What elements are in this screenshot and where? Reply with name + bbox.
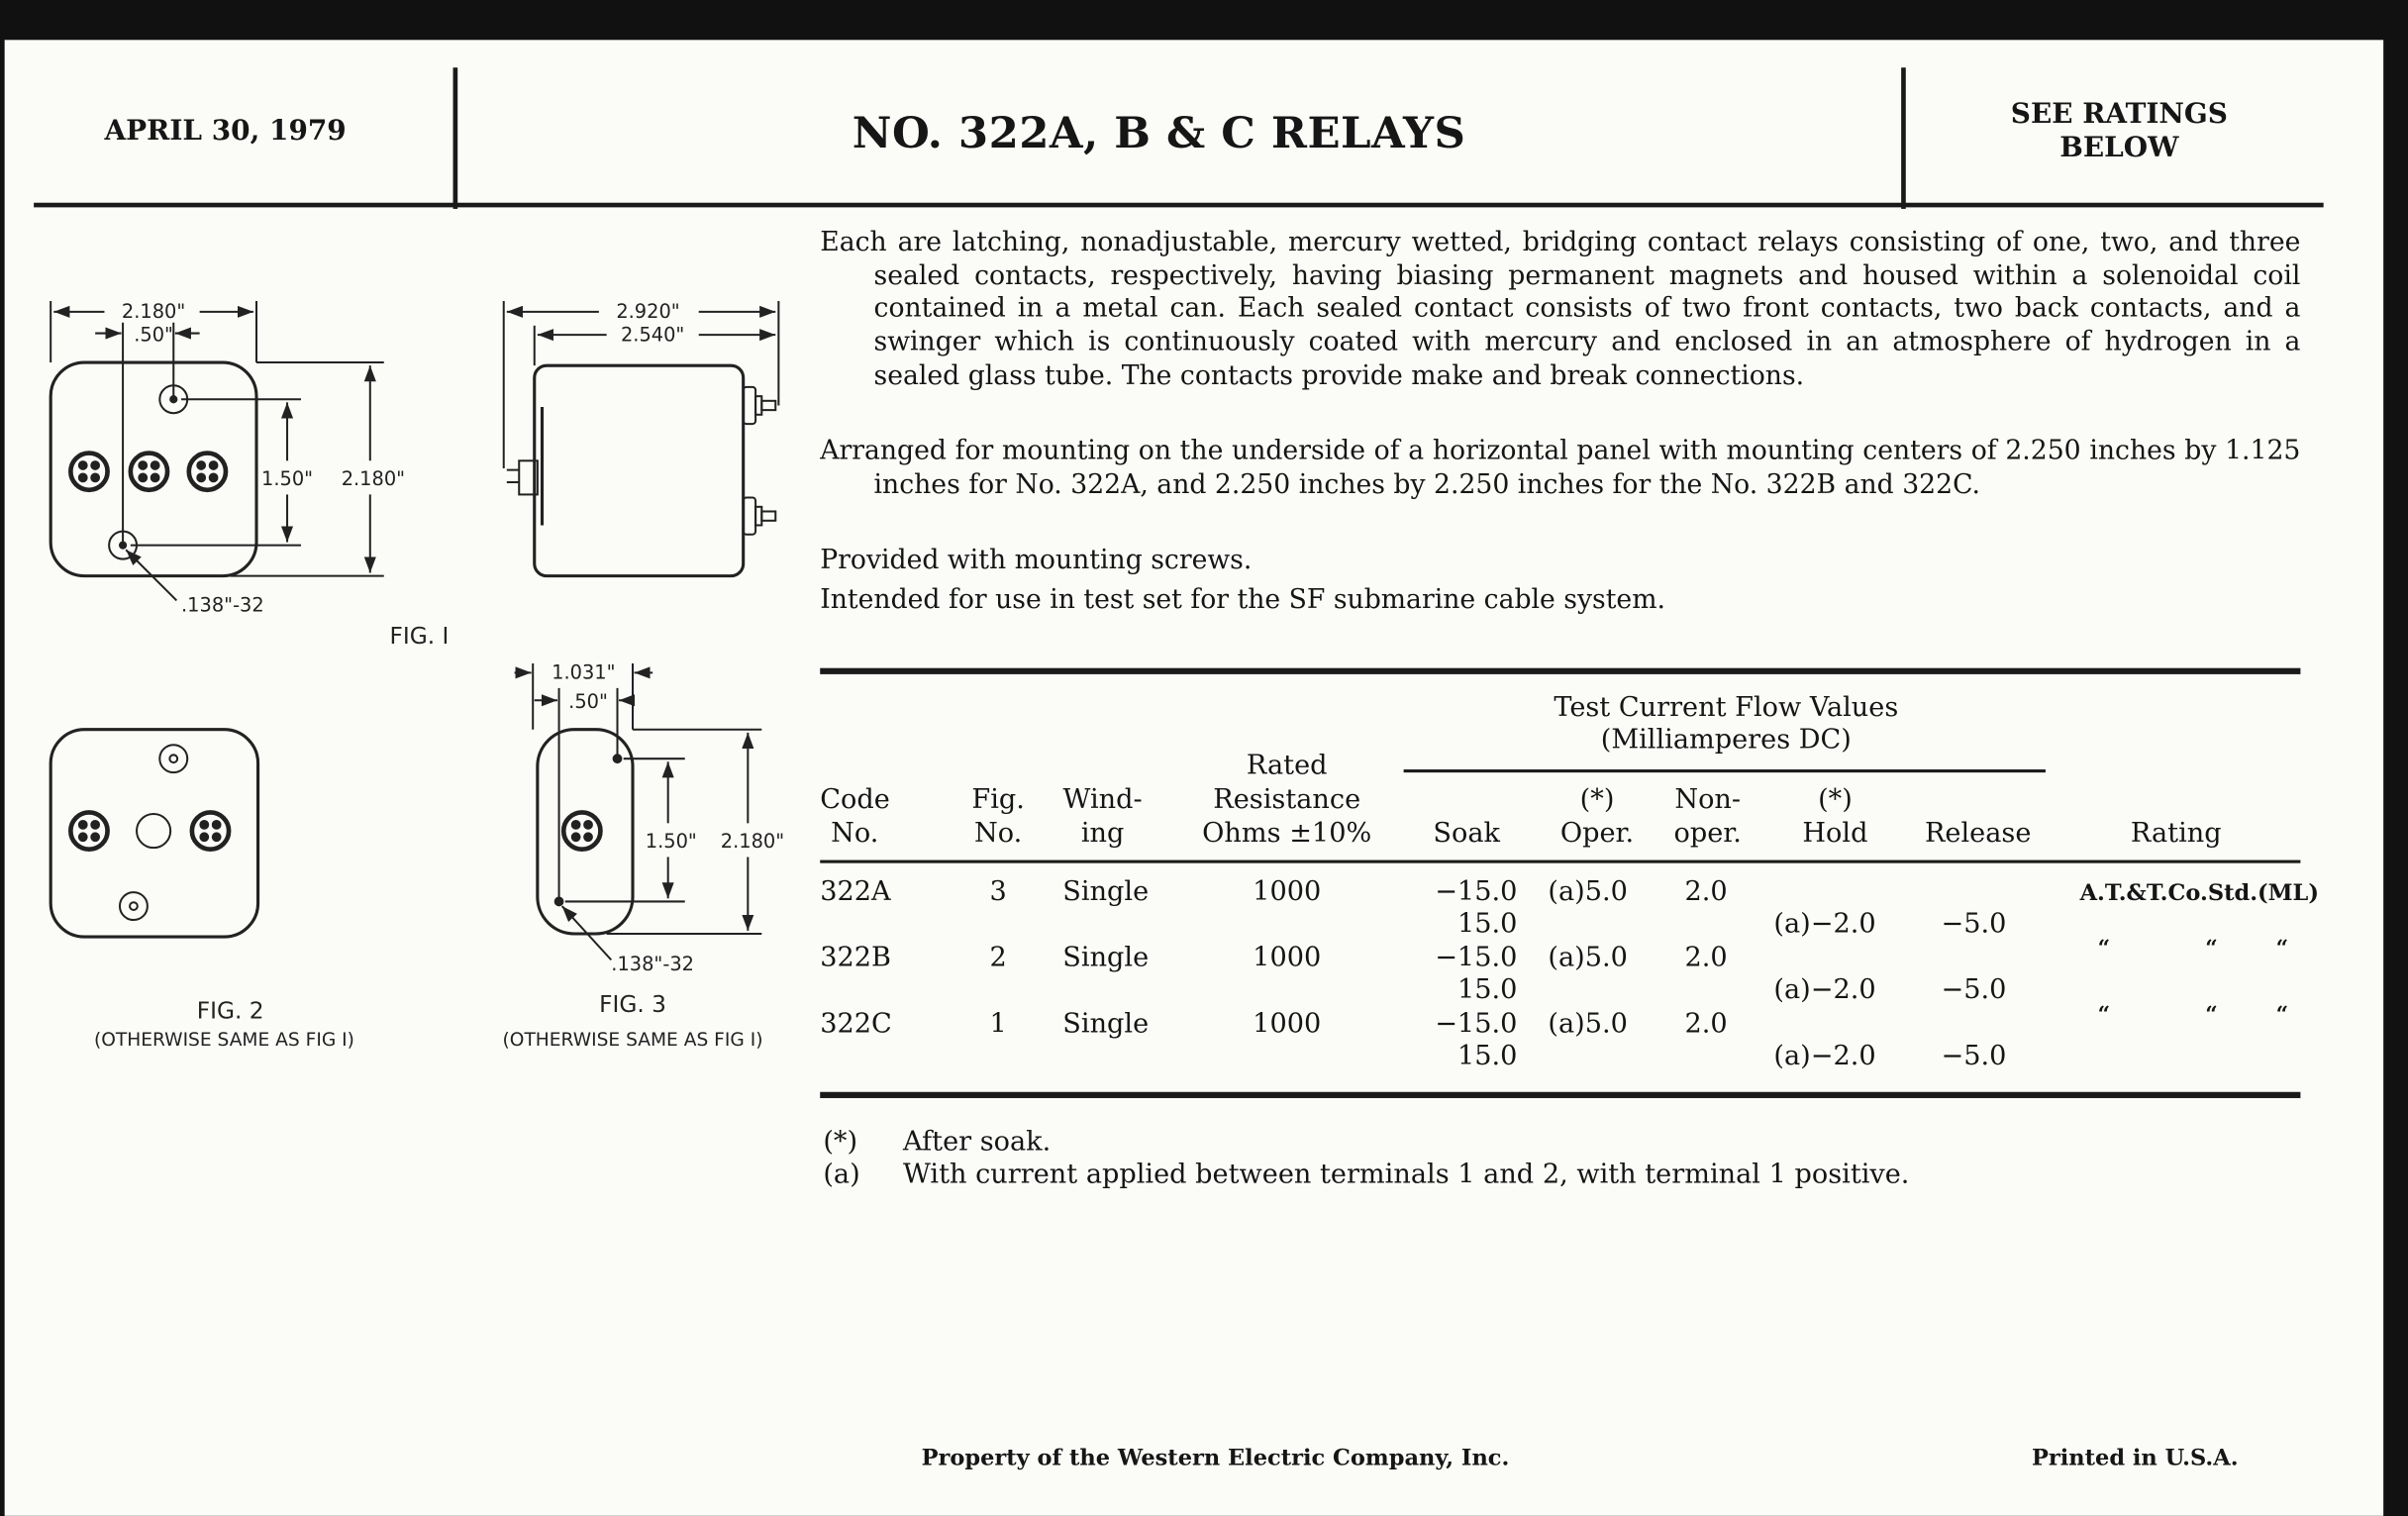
cell-hold: (a)−2.0	[1773, 909, 1876, 941]
fig1-hole-spacing-label: 1.50"	[261, 467, 314, 491]
header-oper: Oper.	[1559, 818, 1635, 850]
fig1-can-length-label: 2.540"	[620, 323, 685, 347]
header-release: Release	[1924, 818, 2032, 850]
description-paragraph-3: Provided with mounting screws.	[820, 545, 1253, 576]
fig1-screw-label: .138"-32	[181, 593, 264, 617]
cell-rating-ditto: “	[2097, 1002, 2111, 1028]
cell-soak-1: −15.0	[1435, 1009, 1518, 1041]
footnote-mark: (a)	[823, 1160, 860, 1191]
fig3-front-view	[515, 660, 762, 960]
table-top-rule	[820, 668, 2300, 674]
header-code-no: No.	[831, 818, 879, 850]
see-ratings-line2: BELOW	[2059, 132, 2179, 164]
header-rating: Rating	[2130, 818, 2222, 850]
see-ratings-note	[1951, 98, 2288, 165]
contact-icon	[189, 454, 226, 490]
fig1-height-label: 2.180"	[341, 467, 406, 491]
cell-nonoper: 2.0	[1684, 876, 1728, 908]
header-nonoper-2: oper.	[1673, 818, 1742, 850]
cell-nonoper: 2.0	[1684, 943, 1728, 974]
footer-printed: Printed in U.S.A.	[2031, 1445, 2239, 1471]
cell-soak-2: 15.0	[1456, 974, 1518, 1006]
fig1-width-label: 2.180"	[121, 300, 186, 324]
cell-fig: 3	[989, 876, 1007, 908]
header-code: Code	[820, 784, 890, 816]
contact-icon	[563, 812, 600, 849]
cell-rating-ditto: “	[2275, 1002, 2289, 1028]
fig3-note: (OTHERWISE SAME AS FIG I)	[502, 1030, 763, 1052]
cell-resistance: 1000	[1253, 943, 1322, 974]
cell-winding: Single	[1062, 1009, 1150, 1041]
cell-release: −5.0	[1941, 909, 2007, 941]
header-rule	[820, 860, 2300, 862]
contact-icon	[70, 454, 107, 490]
fig3-caption: FIG. 3	[599, 991, 666, 1019]
relay-drawings	[0, 0, 814, 1075]
cell-rating-ditto: “	[2097, 937, 2111, 961]
description-paragraph-1: Each are latching, nonadjustable, mercury wetted, bridging contact relays consisting of one, two, and three sealed contacts, respectively, having biasing permanent magnets and housed within a solenoidal coil contained in a metal can. Each sealed contact consists of two front contacts, two back contacts, and a swinger which is continuously coated with mercury and enclosed in an atmosphere of hydrogen in a sealed glass tube. The contacts provide make and break connections.	[820, 227, 2301, 392]
description-paragraph-2: Arranged for mounting on the underside of a horizontal panel with mounting centers of 2.250 inches by 1.125 inches for No. 322A, and 2.250 inches by 2.250 inches for the No. 322B and 322C.	[820, 436, 2301, 501]
cell-code: 322C	[820, 1009, 892, 1041]
fig1-front-view	[50, 301, 384, 600]
header-nonoper: Non-	[1674, 784, 1742, 816]
contact-icon	[131, 454, 167, 490]
cell-winding: Single	[1062, 943, 1150, 974]
cell-oper: (a)5.0	[1548, 1009, 1628, 1041]
header-divider-right	[1901, 67, 1906, 209]
fig3-screw-label: .138"-32	[611, 953, 695, 976]
footer-property: Property of the Western Electric Company, Inc.	[921, 1445, 1510, 1471]
header-winding: Wind-	[1062, 784, 1143, 816]
cell-rating-ditto: “	[2205, 937, 2218, 961]
group-header-rule	[1404, 769, 2046, 771]
cell-nonoper: 2.0	[1684, 1009, 1728, 1041]
fig3-width-label: 1.031"	[552, 660, 616, 684]
fig3-hole-spacing-label: 1.50"	[645, 830, 697, 854]
cell-fig: 1	[989, 1009, 1007, 1041]
cell-hold: (a)−2.0	[1773, 1041, 1876, 1072]
fig2-front-view	[50, 730, 257, 937]
fig1-caption: FIG. I	[389, 622, 450, 650]
cell-winding: Single	[1062, 876, 1150, 908]
cell-oper: (a)5.0	[1548, 876, 1628, 908]
header-oper-mark: (*)	[1579, 784, 1615, 816]
header-fig-no: No.	[974, 818, 1023, 850]
fig1-length-label: 2.920"	[616, 300, 680, 324]
cell-soak-2: 15.0	[1456, 1041, 1518, 1072]
cell-rating-ditto: “	[2275, 937, 2289, 961]
table-bottom-rule	[820, 1092, 2300, 1098]
cell-soak-1: −15.0	[1435, 876, 1518, 908]
header-winding-2: ing	[1080, 818, 1125, 850]
cell-resistance: 1000	[1253, 876, 1322, 908]
issue-date: APRIL 30, 1979	[104, 115, 347, 148]
header-rated: Rated	[1246, 751, 1328, 782]
cell-fig: 2	[989, 943, 1007, 974]
cell-code: 322A	[820, 876, 891, 908]
fig1-spacing-label: .50"	[134, 323, 173, 347]
cell-release: −5.0	[1941, 974, 2007, 1006]
description-paragraph-4: Intended for use in test set for the SF submarine cable system.	[820, 584, 1665, 616]
fig3-spacing-label: .50"	[568, 690, 608, 714]
see-ratings-line1: SEE RATINGS	[2010, 98, 2228, 131]
cell-rating: A.T.&T.Co.Std.(ML)	[2079, 879, 2320, 907]
cell-release: −5.0	[1941, 1041, 2007, 1072]
contact-icon	[70, 812, 107, 849]
header-hold: Hold	[1802, 818, 1868, 850]
fig2-note: (OTHERWISE SAME AS FIG I)	[93, 1030, 354, 1052]
header-hold-mark: (*)	[1818, 784, 1853, 816]
cell-hold: (a)−2.0	[1773, 974, 1876, 1006]
contact-icon	[192, 812, 229, 849]
header-ohms: Ohms ±10%	[1202, 818, 1372, 850]
cell-soak-2: 15.0	[1456, 909, 1518, 941]
footnote-text: After soak.	[902, 1127, 1052, 1159]
header-soak: Soak	[1433, 818, 1500, 850]
fig2-caption: FIG. 2	[196, 997, 264, 1025]
group-header-line1: Test Current Flow Values	[1554, 692, 1899, 724]
cell-soak-1: −15.0	[1435, 943, 1518, 974]
footnote-mark: (*)	[823, 1127, 858, 1159]
cell-oper: (a)5.0	[1548, 943, 1628, 974]
header-fig: Fig.	[971, 784, 1025, 816]
header-resistance: Resistance	[1213, 784, 1361, 816]
footnote-text: With current applied between terminals 1 and 2, with terminal 1 positive.	[902, 1160, 1910, 1191]
fig3-height-label: 2.180"	[720, 830, 785, 854]
cell-code: 322B	[820, 943, 891, 974]
group-header-line2: (Milliamperes DC)	[1600, 725, 1852, 757]
cell-rating-ditto: “	[2205, 1002, 2218, 1028]
page-title: NO. 322A, B & C RELAYS	[852, 107, 1466, 158]
cell-resistance: 1000	[1253, 1009, 1322, 1041]
